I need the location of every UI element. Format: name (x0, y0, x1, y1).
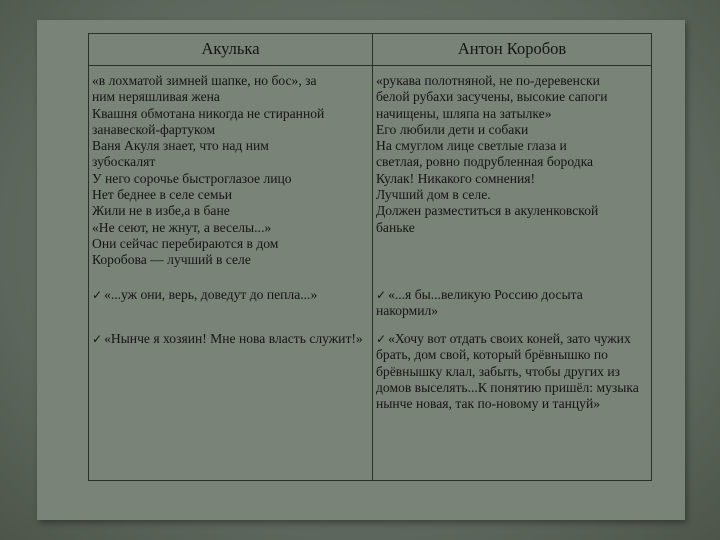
anton-description (373, 66, 652, 288)
text-line: Коробова — лучший в селе (92, 252, 251, 268)
anton-quote-1 (373, 287, 652, 331)
checkmark-icon: ✓ (376, 288, 387, 302)
quote-text: «Хочу вот отдать своих коней, зато чужих брать, дом свой, который брёвнышко по брёвнышку клал, забыть, чтобы других из домов выселять...К понятию пришёл: музыка нынче новая, так по-новому и танцуй» (376, 331, 639, 412)
quote-text: «...я бы...великую Россию досыта накормил» (376, 287, 583, 319)
header-anton: Антон Коробов (373, 34, 652, 66)
text-line: «в лохматой зимней шапке, но бос», за (92, 73, 317, 88)
text-line: Они сейчас перебираются в дом (92, 235, 279, 251)
text-line: Его любили дети и собаки (376, 121, 529, 137)
comparison-table (88, 33, 652, 481)
text-line: ним неряшливая жена (92, 89, 220, 105)
header-row (89, 34, 652, 66)
description-row (89, 66, 652, 288)
text-line: светлая, ровно подрубленная бородка (376, 154, 594, 170)
slide (37, 20, 685, 520)
text-line: зубоскалят (92, 154, 156, 170)
checkmark-icon: ✓ (92, 332, 103, 346)
text-line: начищены, шляпа на затылке» (376, 105, 552, 121)
text-line: занавеской-фартуком (92, 121, 216, 137)
text-line: У него сорочье быстроглазое лицо (92, 170, 292, 186)
text-line: Ваня Акуля знает, что над ним (92, 138, 269, 154)
header-akulka: Акулька (89, 34, 373, 66)
text-line: «Не сеют, не жнут, а веселы...» (92, 219, 272, 235)
checkmark-icon: ✓ (376, 332, 387, 346)
text-line: Жили не в избе,а в бане (92, 203, 230, 219)
akulka-description (89, 66, 373, 288)
akulka-quote-1 (89, 287, 373, 331)
text-line: Квашня обмотана никогда не стиранной (92, 105, 325, 121)
anton-quote-2 (373, 331, 652, 481)
text-line: На смуглом лице светлые глаза и (376, 138, 567, 154)
akulka-quote-2 (89, 331, 373, 481)
checkmark-icon: ✓ (92, 288, 103, 302)
text-line: баньке (376, 219, 415, 235)
quote-row-1 (89, 287, 652, 331)
text-line: Должен разместиться в акуленковской (376, 203, 599, 219)
text-line: белой рубахи засучены, высокие сапоги (376, 89, 608, 105)
text-line: «рукава полотняной, не по-деревенски (376, 73, 600, 88)
text-line: Кулак! Никакого сомнения! (376, 170, 536, 186)
text-line: Лучший дом в селе. (376, 187, 491, 203)
text-line: Нет беднее в селе семьи (92, 187, 233, 203)
quote-text: «Нынче я хозяин! Мне нова власть служит!» (104, 331, 363, 346)
quote-text: «...уж они, верь, доведут до пепла...» (104, 287, 318, 302)
quote-row-2 (89, 331, 652, 481)
